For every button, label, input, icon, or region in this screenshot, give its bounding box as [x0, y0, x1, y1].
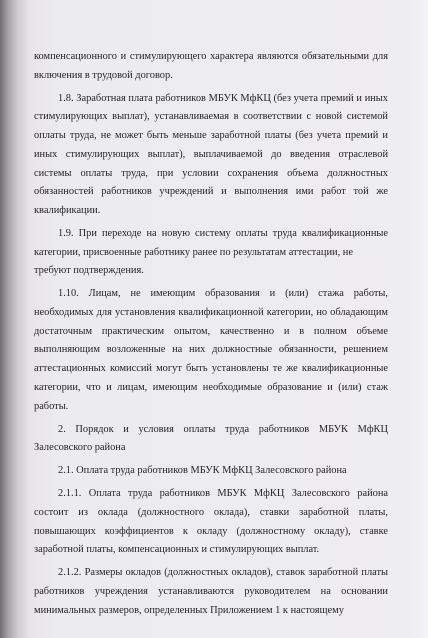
paragraph-2-1-1: 2.1.1. Оплата труда работников МБУК МфКЦ Залесовского района состоит из оклада (должностного оклада), ставки заработной платы, повышающих коэффициентов к окладу (должностному окладу), ставке заработной платы, компенсационных и стимулирующих выплат. [34, 488, 388, 556]
paragraph: требуют подтверждения. [34, 265, 144, 277]
document-body [34, 48, 388, 620]
page-edge [410, 0, 428, 638]
subsection-heading-2-1: 2.1. Оплата труда работников МБУК МфКЦ Залесовского района [58, 465, 347, 477]
paragraph-1-10: 1.10. Лицам, не имеющим образования и (или) стажа работы, необходимых для установления квалификационной категории, но обладающим достаточным практическим опытом, качественно и в полном объеме выполняющим возложенные на них должностные обязанности, решением аттестационных комиссий могут быть установлены те же квалификационные категории, что и лицам, имеющим необходимые образование и (или) стаж работы. [34, 288, 388, 412]
paragraph-1-9: 1.9. При переходе на новую систему оплаты труда квалификационные категории, присвоенные работнику ранее по результатам аттестации, не [34, 227, 388, 258]
paragraph-2-1-2: 2.1.2. Размеры окладов (должностных окладов), ставок заработной платы работников учреждения устанавливаются руководителем на основании минимальных размеров, определенных Приложением 1 к настоящему [34, 567, 388, 616]
paragraph: компенсационного и стимулирующего характера являются обязательными для включения в трудовой договор. [34, 51, 388, 81]
section-heading-2: 2. Порядок и условия оплаты труда работников МБУК МфКЦ Залесовского района [34, 423, 388, 454]
paragraph-1-8: 1.8. Заработная плата работников МБУК МфКЦ (без учета премий и иных стимулирующих выплат), устанавливаемая в соответствии с новой системой оплаты труда, не может быть меньше заработной платы (без учета премий и иных стимулирующих выплат), выплачиваемой до введения отраслевой системы оплаты труда, при условии сохранения объема должностных обязанностей работников учреждений и выполнения ими работ той же квалификации. [34, 92, 388, 216]
